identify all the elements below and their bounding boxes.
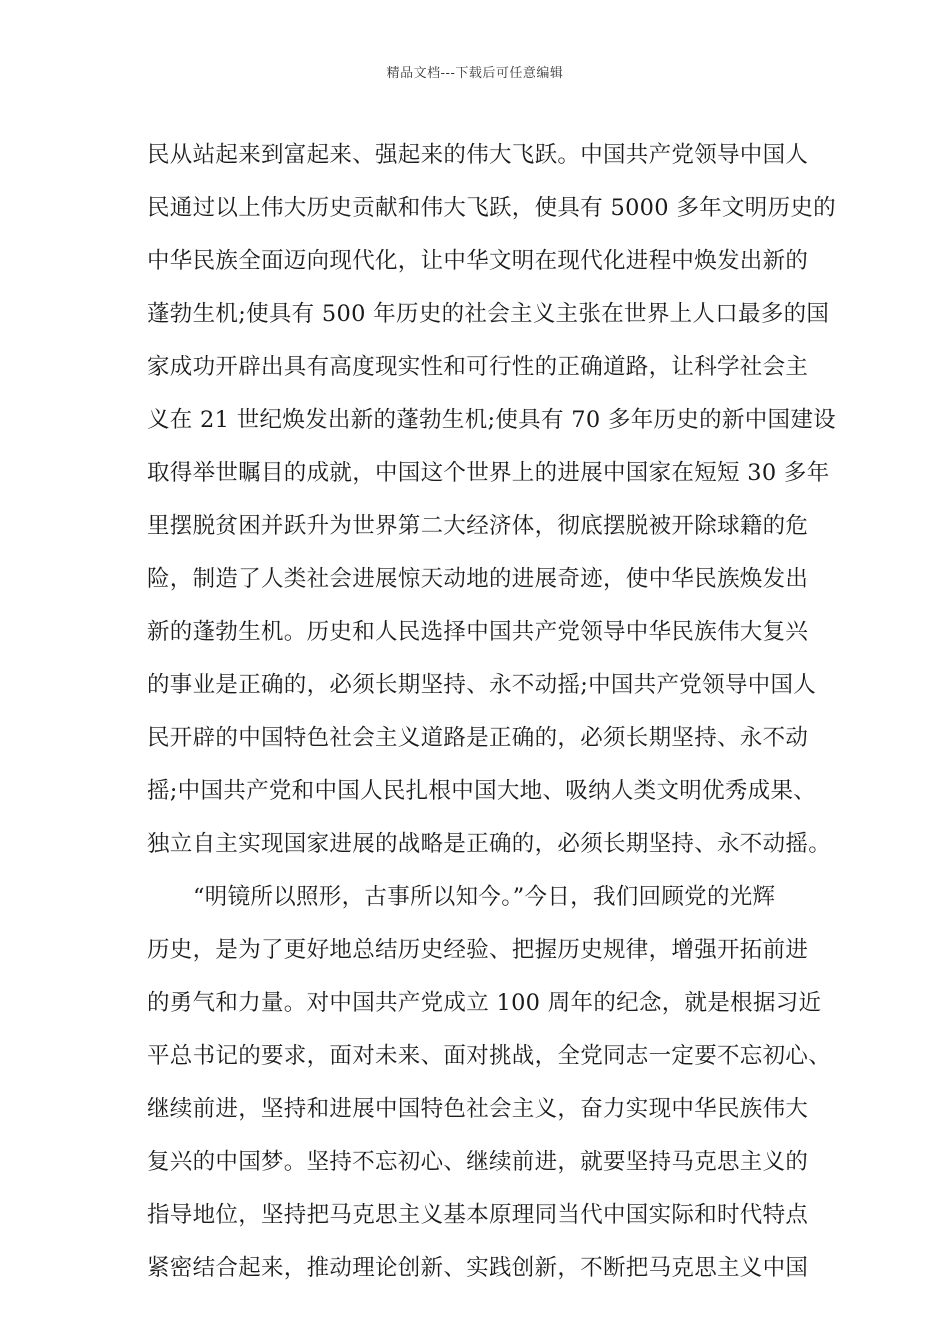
text-line: 历史，是为了更好地总结历史经验、把握历史规律，增强开拓前进: [147, 937, 809, 963]
text-line: 平总书记的要求，面对未来、面对挑战，全党同志一定要不忘初心、: [147, 1043, 832, 1069]
text-line: 新的蓬勃生机。历史和人民选择中国共产党领导中华民族伟大复兴: [147, 619, 809, 645]
text-line: 摇;中国共产党和中国人民扎根中国大地、吸纳人类文明优秀成果、: [147, 778, 817, 804]
text-line: 里摆脱贫困并跃升为世界第二大经济体，彻底摆脱被开除球籍的危: [147, 513, 809, 539]
text-line: 民开辟的中国特色社会主义道路是正确的，必须长期坚持、永不动: [147, 725, 809, 751]
text-line: 的勇气和力量。对中国共产党成立 100 周年的纪念，就是根据习近: [147, 990, 822, 1016]
text-line: 指导地位，坚持把马克思主义基本原理同当代中国实际和时代特点: [147, 1202, 809, 1228]
text-line: 继续前进，坚持和进展中国特色社会主义，奋力实现中华民族伟大: [147, 1096, 809, 1122]
text-line: 民从站起来到富起来、强起来的伟大飞跃。中国共产党领导中国人: [147, 142, 809, 168]
body-text: [147, 135, 836, 1301]
text-line: 民通过以上伟大历史贡献和伟大飞跃，使具有 5000 多年文明历史的: [147, 195, 836, 221]
text-line: 中华民族全面迈向现代化，让中华文明在现代化进程中焕发出新的: [147, 248, 809, 274]
text-line: 复兴的中国梦。坚持不忘初心、继续前进，就要坚持马克思主义的: [147, 1149, 809, 1175]
text-line: 家成功开辟出具有高度现实性和可行性的正确道路，让科学社会主: [147, 354, 809, 380]
text-line: 义在 21 世纪焕发出新的蓬勃生机;使具有 70 多年历史的新中国建设: [147, 407, 836, 433]
text-line: “明镜所以照形，古事所以知今。”今日，我们回顾党的光辉: [193, 884, 776, 910]
text-line: 紧密结合起来，推动理论创新、实践创新，不断把马克思主义中国: [147, 1255, 809, 1281]
text-line: 险，制造了人类社会进展惊天动地的进展奇迹，使中华民族焕发出: [147, 566, 809, 592]
text-line: 蓬勃生机;使具有 500 年历史的社会主义主张在世界上人口最多的国: [147, 301, 830, 327]
text-line: 取得举世瞩目的成就，中国这个世界上的进展中国家在短短 30 多年: [147, 460, 830, 486]
text-line: 的事业是正确的，必须长期坚持、永不动摇;中国共产党领导中国人: [147, 672, 817, 698]
page-header: 精品文档---下载后可任意编辑: [386, 66, 564, 81]
text-line: 独立自主实现国家进展的战略是正确的，必须长期坚持、永不动摇。: [147, 831, 832, 857]
